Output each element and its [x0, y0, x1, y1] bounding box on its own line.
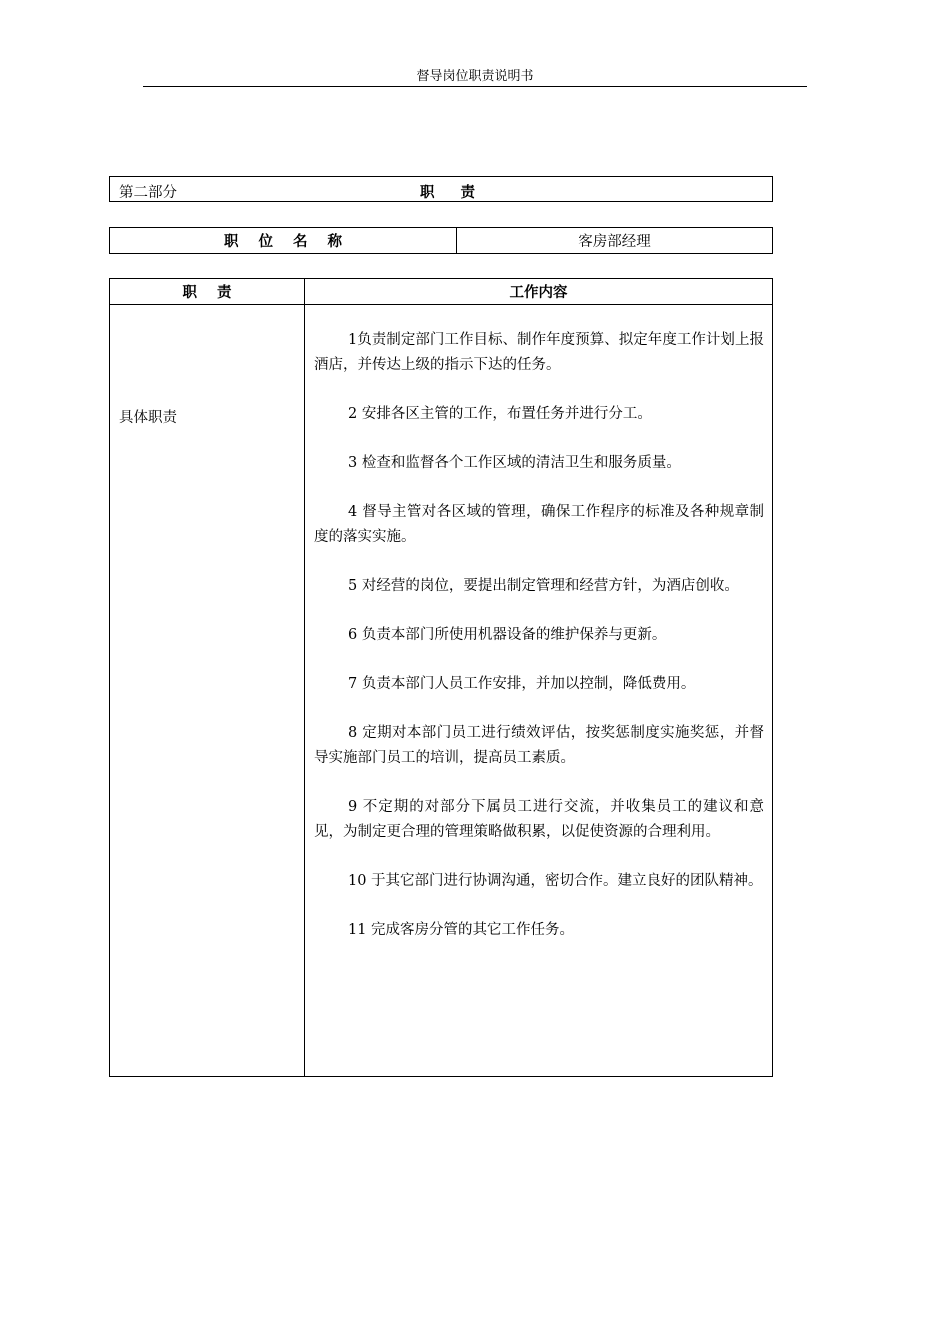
section-title: 职责 — [420, 184, 501, 201]
section-label: 第二部分 — [119, 185, 177, 201]
duty-item: 11 完成客房分管的其它工作任务。 — [348, 922, 575, 938]
duty-item: 5 对经营的岗位，要提出制定管理和经营方针，为酒店创收。 — [348, 578, 739, 594]
duty-column-header: 职责 — [110, 279, 305, 305]
duty-item: 7 负责本部门人员工作安排，并加以控制，降低费用。 — [348, 676, 696, 692]
duty-item: 4 督导主管对各区域的管理，确保工作程序的标准及各种规章制度的落实实施。 — [314, 504, 764, 545]
position-table — [109, 227, 773, 254]
section-cell — [110, 177, 773, 202]
duty-row-label: 具体职责 — [119, 410, 177, 426]
duties-table — [109, 278, 773, 1077]
page-header: 督导岗位职责说明书 — [143, 68, 807, 87]
duty-item: 1负责制定部门工作目标、制作年度预算、拟定年度工作计划上报酒店，并传达上级的指示下达的任务。 — [314, 332, 764, 373]
duty-item: 9 不定期的对部分下属员工进行交流，并收集员工的建议和意见，为制定更合理的管理策略做积累，以促使资源的合理利用。 — [314, 799, 764, 840]
content-column-header: 工作内容 — [305, 279, 773, 305]
duty-item: 2 安排各区主管的工作，布置任务并进行分工。 — [348, 406, 652, 422]
duty-item: 3 检查和监督各个工作区域的清洁卫生和服务质量。 — [348, 455, 681, 471]
section-table — [109, 176, 773, 202]
duty-item: 8 定期对本部门员工进行绩效评估，按奖惩制度实施奖惩，并督导实施部门员工的培训，提高员工素质。 — [314, 725, 764, 766]
duty-item: 10 于其它部门进行协调沟通，密切合作。建立良好的团队精神。 — [348, 873, 763, 889]
duty-item: 6 负责本部门所使用机器设备的维护保养与更新。 — [348, 627, 667, 643]
position-value: 客房部经理 — [457, 228, 773, 254]
position-label: 职位名称 — [110, 228, 457, 254]
duty-row-label-cell — [110, 305, 305, 1077]
duty-content-cell — [305, 305, 773, 1077]
